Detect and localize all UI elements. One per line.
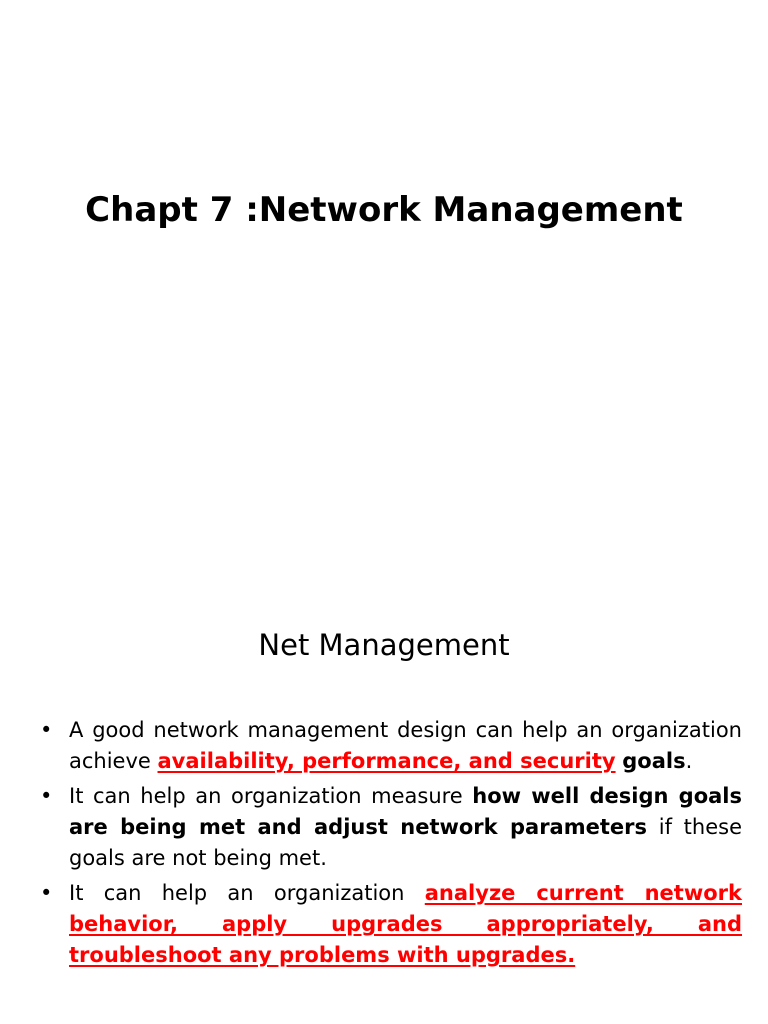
highlighted-text: analyze current network behavior, apply upgrades appropriately, and troubleshoot any problems with upgrades.: [69, 881, 742, 967]
bullet-text: A good network management design can help an organization achieve: [69, 718, 742, 773]
bullet-list: [38, 715, 742, 975]
bold-text: goals: [622, 749, 686, 773]
bullet-dot-icon: •: [40, 784, 53, 808]
chapter-title: Chapt 7 :Network Management: [85, 190, 683, 230]
bullet-item: [38, 781, 742, 874]
bullet-item: [38, 878, 742, 971]
bold-text: how well design goals are being met and adjust network parameters: [69, 784, 742, 839]
bullet-text: if these goals are not being met.: [69, 815, 743, 870]
section-title: Net Management: [258, 628, 510, 662]
bullet-dot-icon: •: [40, 718, 53, 742]
highlighted-text: availability, performance, and security: [157, 749, 616, 773]
bullet-text: It can help an organization measure: [69, 784, 473, 808]
bullet-text: .: [685, 749, 693, 773]
bullet-item: [38, 715, 742, 777]
bullet-dot-icon: •: [40, 881, 53, 905]
bullet-text: It can help an organization: [69, 881, 425, 905]
